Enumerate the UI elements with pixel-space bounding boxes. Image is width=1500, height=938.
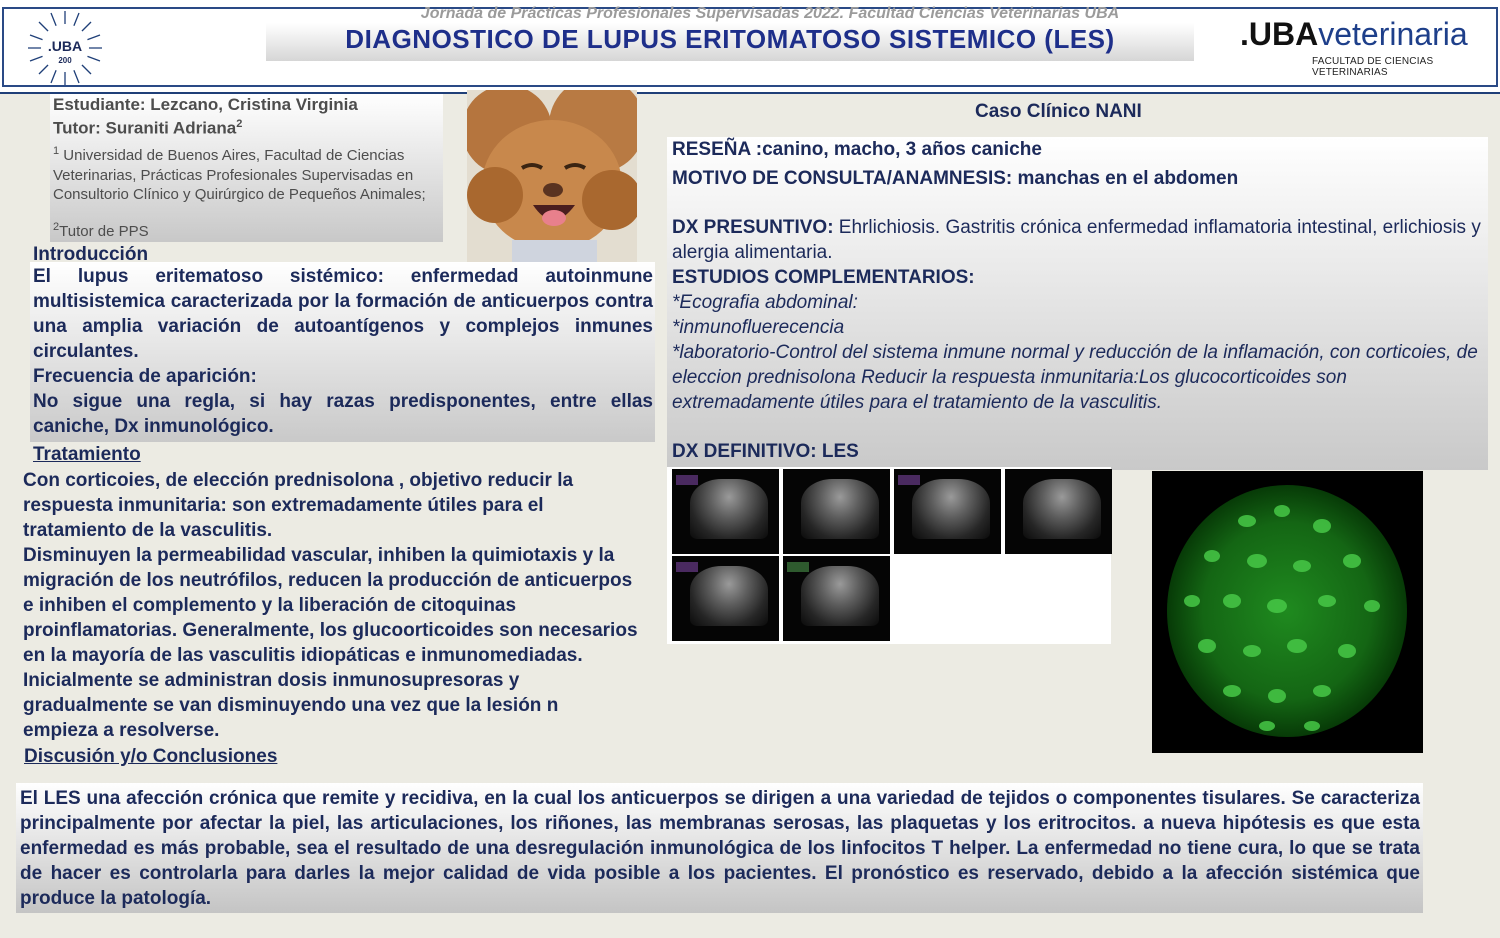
case-body xyxy=(672,137,1484,464)
tutor-name xyxy=(53,118,242,139)
ultrasound-image xyxy=(783,556,890,641)
uba-200-logo xyxy=(20,8,110,88)
motivo-value: manchas en el abdomen xyxy=(1012,168,1239,189)
brand-uba: .UBA xyxy=(1240,16,1319,52)
treatment-heading: Tratamiento xyxy=(33,444,141,465)
affiliation-text: Universidad de Buenos Aires, Facultad de Ciencias Veterinarias, Prácticas Profesionales Supervisadas en Consultorio Clínico y Quirúrgico de Pequeños Animales; xyxy=(53,147,426,203)
intro-heading: Introducción xyxy=(33,244,149,265)
intro-body xyxy=(33,264,653,439)
student-name: Estudiante: Lezcano, Cristina Virginia xyxy=(53,95,358,114)
discussion-heading: Discusión y/o Conclusiones xyxy=(24,746,278,767)
treatment-paragraph-2: Disminuyen la permeabilidad vascular, inhiben la quimiotaxis y la migración de los neutrófilos, reducen la producción de anticuerpos e inhiben el complemento y la liberación de citoquinas proinflamatorias. Generalmente, los glucoorticoides son necesarios en la mayoría de las vasculitis idiopáticas e inmunomediadas. Inicialmente se administran dosis inmunosupresoras y gradualmente se van disminuyendo una vez que la lesión n empieza a resolverse. xyxy=(23,545,638,741)
estudio-ecografia: *Ecografia abdominal: xyxy=(672,292,858,313)
estudio-inmunofluorescencia: *inmunofluerecencia xyxy=(672,317,845,338)
intro-paragraph: El lupus eritematoso sistémico: enfermedad autoinmune multisistemica caracterizada por la formación de anticuerpos contra una amplia variación de autoantígenos y complejos inmunes circulantes. xyxy=(33,266,653,362)
ultrasound-image xyxy=(783,469,890,554)
estudios-heading: ESTUDIOS COMPLEMENTARIOS: xyxy=(672,267,975,288)
affiliation xyxy=(53,142,443,205)
dx-presuntivo-line xyxy=(672,215,1484,265)
ultrasound-panel xyxy=(667,467,1111,644)
estudio-laboratorio: *laboratorio-Control del sistema inmune normal y reducción de la inflamación, con corticoies, de eleccion prednisolona Reducir la respuesta inmunitaria:Los glucocorticoides son extremadamente útiles para el tratamiento de la vasculitis. xyxy=(672,342,1478,413)
frequency-text: No sigue una regla, si hay razas predisponentes, entre ellas caniche, Dx inmunológico. xyxy=(33,391,653,437)
ultrasound-image xyxy=(894,469,1001,554)
treatment-body xyxy=(23,468,638,743)
immunofluorescence-image xyxy=(1152,471,1423,753)
uba-logo-text: .UBA xyxy=(47,38,83,54)
treatment-paragraph-1: Con corticoies, de elección prednisolona , objetivo reducir la respuesta inmunitaria: son extremadamente útiles para el tratamiento de la vasculitis. xyxy=(23,470,574,541)
dx-presuntivo-label: DX PRESUNTIVO: xyxy=(672,217,834,238)
tutor-superscript: 2 xyxy=(236,118,243,130)
uba-veterinaria-logo xyxy=(1240,16,1468,53)
ultrasound-image xyxy=(672,469,779,554)
discussion-text: El LES una afección crónica que remite y recidiva, en la cual los anticuerpos se dirigen a una variedad de tejidos o componentes tisulares. Se caracteriza principalmente por afectar la piel, las articulaciones, los riñones, las membranas serosas, las plaquetas y los eritrocitos. a nueva hipótesis es que esta enfermedad es más probable, sea el resultado de una desregulación inmunológica de los linfocitos T helper. La enfermedad no tiene cura, lo que se trata de hacer es controlarla para darles la mejor calidad de vida posible a los pacientes. El pronóstico es reservado, debido a la afección sistémica que produce la patología. xyxy=(20,788,1420,909)
affiliation-superscript: 1 xyxy=(53,145,60,157)
motivo-line xyxy=(672,166,1484,191)
dog-photo xyxy=(467,90,637,262)
frequency-heading: Frecuencia de aparición: xyxy=(33,366,257,387)
tutor-text: Tutor: Suraniti Adriana xyxy=(53,118,237,138)
resena-value: canino, macho, 3 años caniche xyxy=(762,139,1042,160)
ultrasound-image xyxy=(1005,469,1112,554)
event-subtitle: Jornada de Prácticas Profesionales Supervisadas 2022. Facultad Ciencias Veterinarias UBA xyxy=(420,5,1120,22)
dx-definitivo: DX DEFINITIVO: LES xyxy=(672,441,859,462)
dx-presuntivo-value: Ehrlichiosis. Gastritis crónica enfermedad inflamatoria intestinal, erlichiosis y alergia alimentaria. xyxy=(672,217,1481,263)
tutor-note xyxy=(53,221,149,240)
brand-subtitle: FACULTAD DE CIENCIAS VETERINARIAS xyxy=(1312,56,1434,78)
motivo-label: MOTIVO DE CONSULTA/ANAMNESIS: xyxy=(672,168,1013,189)
ultrasound-image xyxy=(672,556,779,641)
tutor-note-text: Tutor de PPS xyxy=(59,223,149,240)
resena-label: RESEÑA : xyxy=(672,139,763,160)
uba-logo-number: 200 xyxy=(58,56,72,65)
brand-veterinaria: veterinaria xyxy=(1318,16,1468,52)
case-title: Caso Clínico NANI xyxy=(975,101,1142,122)
poster-title: DIAGNOSTICO DE LUPUS ERITOMATOSO SISTEMICO (LES) xyxy=(345,24,1115,54)
tutor-note-superscript: 2 xyxy=(53,221,60,233)
resena-line xyxy=(672,137,1484,162)
